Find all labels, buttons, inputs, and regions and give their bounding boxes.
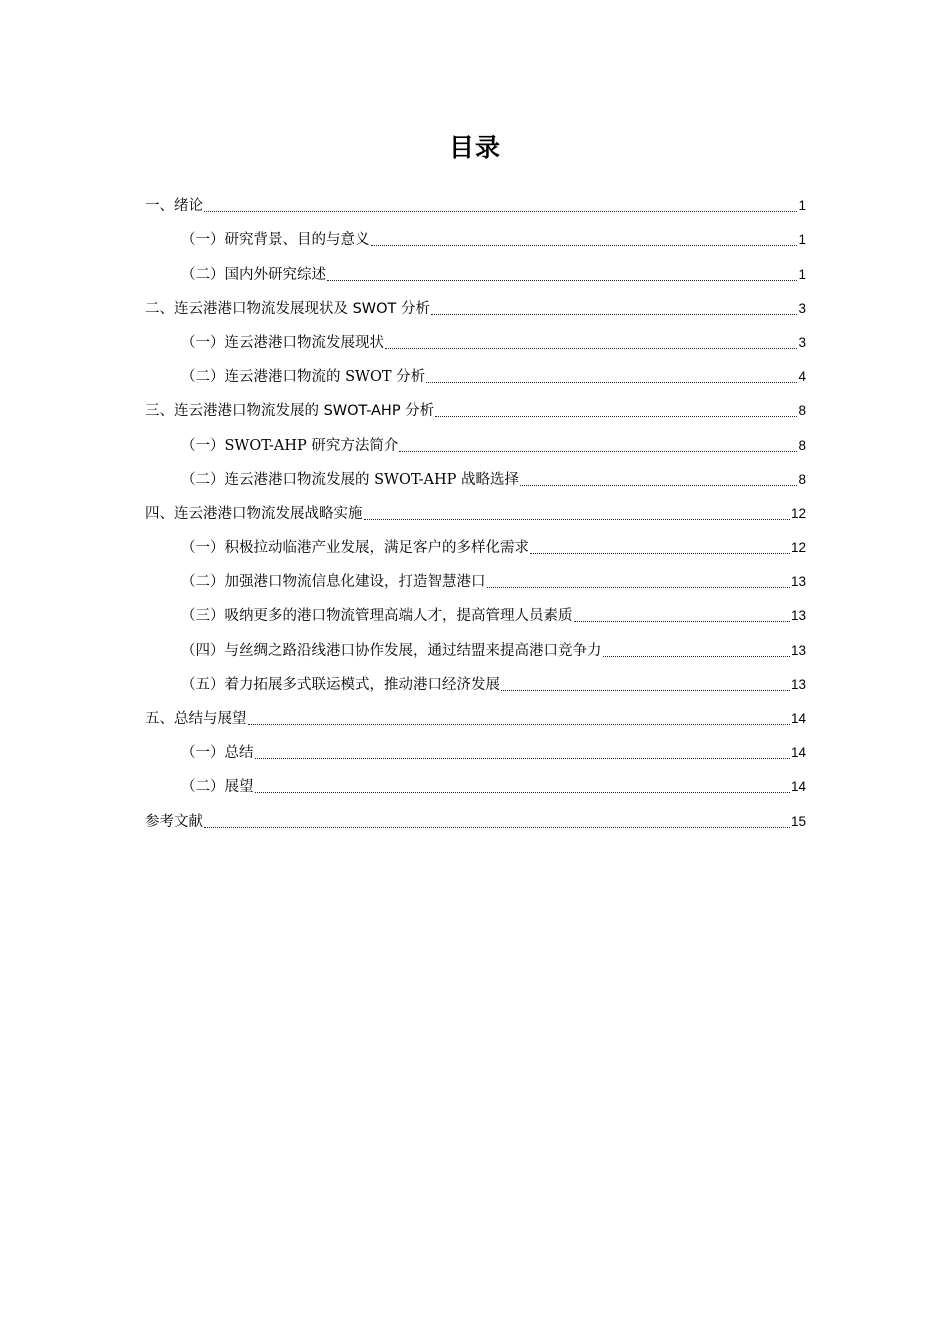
dot-leader — [385, 348, 797, 349]
toc-page-number: 12 — [790, 505, 806, 521]
toc-chapter-entry[interactable] — [145, 490, 806, 524]
toc-page-number: 14 — [790, 779, 806, 795]
toc-chapter-entry[interactable] — [145, 797, 806, 831]
toc-section-entry[interactable] — [145, 456, 806, 490]
toc-page-number: 3 — [798, 334, 806, 350]
dot-leader — [520, 485, 797, 486]
toc-entry-label: 参考文献 — [145, 813, 203, 830]
toc-page-number: 15 — [790, 813, 806, 829]
toc-page-number: 1 — [798, 198, 806, 214]
toc-section-entry[interactable] — [145, 558, 806, 592]
toc-page-number: 1 — [798, 232, 806, 248]
dot-leader — [431, 314, 797, 315]
toc-page-number: 8 — [798, 437, 806, 453]
dot-leader — [364, 519, 790, 520]
dot-leader — [426, 382, 797, 383]
toc-chapter-entry[interactable] — [145, 387, 806, 421]
toc-entry-label: （二）国内外研究综述 — [181, 266, 326, 283]
dot-leader — [487, 587, 790, 588]
toc-page-number: 8 — [798, 403, 806, 419]
toc-entry-label: 五、总结与展望 — [145, 711, 247, 727]
toc-page-number: 13 — [790, 574, 806, 590]
dot-leader — [530, 553, 790, 554]
page-title: 目录 — [448, 133, 501, 162]
dot-leader — [255, 792, 790, 793]
toc-entry-label: （四）与丝绸之路沿线港口协作发展，通过结盟来提高港口竞争力 — [181, 642, 602, 659]
toc-entry-label: （二）加强港口物流信息化建设，打造智慧港口 — [181, 574, 486, 591]
toc-entry-label: 三、连云港港口物流发展的 SWOT-AHP 分析 — [145, 403, 435, 420]
toc-section-entry[interactable] — [145, 319, 806, 353]
toc-section-entry[interactable] — [145, 763, 806, 797]
dot-leader — [204, 211, 797, 212]
toc-entry-label: （一）积极拉动临港产业发展，满足客户的多样化需求 — [181, 540, 529, 557]
toc-page-number: 13 — [790, 676, 806, 692]
toc-entry-label: 四、连云港港口物流发展战略实施 — [145, 505, 363, 522]
toc-entry-label: （一）SWOT-AHP 研究方法简介 — [181, 437, 399, 454]
dot-leader — [501, 690, 790, 691]
toc-entry-label: （一）总结 — [181, 745, 254, 762]
toc-page-number: 8 — [798, 471, 806, 487]
toc-section-entry[interactable] — [145, 421, 806, 455]
toc-chapter-entry[interactable] — [145, 182, 806, 216]
toc-page-number: 4 — [798, 369, 806, 385]
toc-section-entry[interactable] — [145, 216, 806, 250]
toc-page-number: 14 — [790, 745, 806, 761]
toc-section-entry[interactable] — [145, 626, 806, 660]
toc-entry-label: （三）吸纳更多的港口物流管理高端人才，提高管理人员素质 — [181, 608, 573, 625]
toc-entry-label: 二、连云港港口物流发展现状及 SWOT 分析 — [145, 300, 431, 317]
toc-entry-label: （五）着力拓展多式联运模式，推动港口经济发展 — [181, 676, 500, 693]
toc-page-number: 1 — [798, 266, 806, 282]
toc-page-number: 12 — [790, 540, 806, 556]
dot-leader — [435, 416, 797, 417]
toc-entry-label: （二）展望 — [181, 779, 254, 796]
dot-leader — [603, 656, 790, 657]
dot-leader — [204, 827, 790, 828]
toc-section-entry[interactable] — [145, 524, 806, 558]
toc-entry-label: （二）连云港港口物流发展的 SWOT-AHP 战略选择 — [181, 471, 520, 488]
toc-section-entry[interactable] — [145, 592, 806, 626]
toc-section-entry[interactable] — [145, 353, 806, 387]
toc-chapter-entry[interactable] — [145, 285, 806, 319]
toc-page-number: 13 — [790, 642, 806, 658]
toc-entry-label: （一）连云港港口物流发展现状 — [181, 334, 384, 351]
table-of-contents — [145, 182, 806, 832]
toc-section-entry[interactable] — [145, 729, 806, 763]
dot-leader — [399, 451, 797, 452]
dot-leader — [255, 758, 790, 759]
toc-page-number: 13 — [790, 608, 806, 624]
dot-leader — [327, 280, 797, 281]
toc-entry-label: （一）研究背景、目的与意义 — [181, 232, 370, 249]
toc-chapter-entry[interactable] — [145, 695, 806, 729]
toc-section-entry[interactable] — [145, 661, 806, 695]
dot-leader — [248, 724, 790, 725]
toc-entry-label: 一、绪论 — [145, 198, 203, 215]
toc-page-number: 14 — [790, 711, 806, 726]
toc-section-entry[interactable] — [145, 250, 806, 284]
toc-entry-label: （二）连云港港口物流的 SWOT 分析 — [181, 369, 426, 386]
dot-leader — [574, 621, 790, 622]
toc-page-number: 3 — [798, 300, 806, 316]
dot-leader — [371, 245, 798, 246]
